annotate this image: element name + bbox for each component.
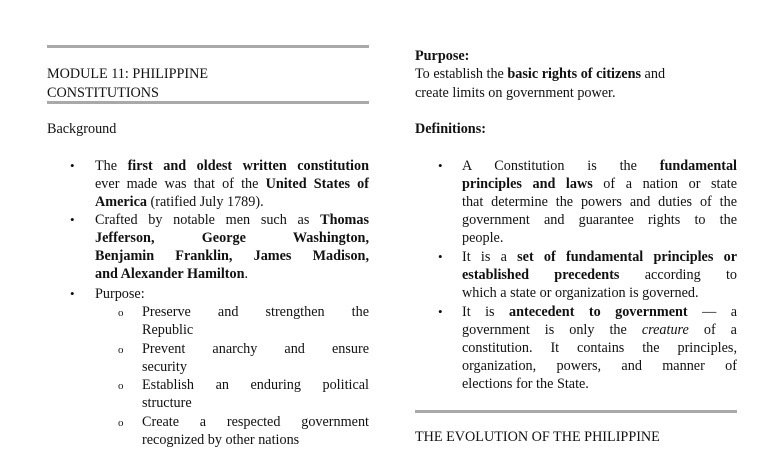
purpose-line-1: To establish the basic rights of citizens and — [415, 66, 666, 82]
definition-line: It is a set of fundamental principles or — [462, 249, 737, 265]
top-rule-left — [47, 45, 369, 48]
sub-bullet-line: structure — [142, 395, 192, 411]
sub-bullet-line: recognized by other nations — [142, 432, 300, 448]
bullet-line: ever made was that of the United States of — [95, 176, 369, 192]
bullet-line: Jefferson, George Washington, — [95, 230, 369, 246]
definition-line: constitution. It contains the principles, — [462, 340, 737, 356]
sub-bullet-line: Prevent anarchy and ensure — [142, 341, 369, 357]
definition-line: that determine the powers and duties of the — [462, 194, 737, 210]
definition-line: people. — [462, 230, 504, 246]
bullet-line: and Alexander Hamilton. — [95, 266, 249, 282]
sub-bullet-line: Republic — [142, 322, 194, 338]
bullet-line: Crafted by notable men such as Thomas — [95, 212, 369, 228]
definition-line: It is antecedent to government — a — [462, 304, 737, 320]
definition-line: government and guarantee rights to the — [462, 212, 737, 228]
bullet-marker: • — [70, 158, 75, 173]
purpose-line-2: create limits on government power. — [415, 85, 616, 101]
bullet-marker: • — [70, 286, 75, 301]
bullet-marker: • — [438, 304, 443, 319]
sub-bullet-marker: o — [118, 344, 124, 356]
sub-bullet-marker: o — [118, 417, 124, 429]
module-title-line-1: MODULE 11: PHILIPPINE — [47, 66, 209, 82]
definition-line: principles and laws of a nation or state — [462, 176, 737, 192]
sub-bullet-line: Preserve and strengthen the — [142, 304, 369, 320]
sub-bullet-line: security — [142, 359, 187, 375]
bullet-line: The first and oldest written constitution — [95, 158, 369, 174]
sub-bullet-establish — [142, 376, 369, 412]
sub-bullet-create — [142, 413, 369, 449]
definition-fundamental — [462, 157, 737, 247]
bullet-line: America (ratified July 1789). — [95, 194, 264, 210]
bullet-line: Benjamin Franklin, James Madison, — [95, 248, 369, 264]
bullet-marker: • — [70, 212, 75, 227]
background-heading: Background — [47, 121, 117, 137]
definition-line: organization, powers, and manner of — [462, 358, 737, 374]
sub-bullet-line: Create a respected government — [142, 414, 369, 430]
section-rule-right — [415, 410, 737, 413]
definition-line: A Constitution is the fundamental — [462, 158, 737, 174]
sub-bullet-preserve — [142, 303, 369, 339]
bullet-marker: • — [438, 249, 443, 264]
bullet-marker: • — [438, 158, 443, 173]
sub-bullet-line: Establish an enduring political — [142, 377, 369, 393]
definition-set-of-principles — [462, 248, 737, 302]
definition-antecedent — [462, 303, 737, 393]
definition-line: elections for the State. — [462, 376, 589, 392]
definition-line: established precedents according to — [462, 267, 738, 283]
definitions-heading: Definitions: — [415, 121, 486, 137]
bullet-first-constitution — [95, 157, 369, 211]
evolution-heading: THE EVOLUTION OF THE PHILIPPINE — [415, 429, 660, 445]
sub-bullet-prevent — [142, 340, 369, 376]
definition-line: government is only the creature of a — [462, 322, 737, 338]
module-title-line-2 — [47, 84, 159, 102]
bullet-purpose-label: Purpose: — [95, 286, 145, 302]
sub-bullet-marker: o — [118, 307, 124, 319]
purpose-heading: Purpose: — [415, 48, 470, 64]
definition-line: which a state or organization is governed. — [462, 285, 699, 301]
sub-bullet-marker: o — [118, 380, 124, 392]
bullet-crafted-by — [95, 211, 369, 283]
module-title-line-2-text: CONSTITUTIONS — [47, 85, 159, 101]
module-title-underline — [47, 101, 369, 104]
